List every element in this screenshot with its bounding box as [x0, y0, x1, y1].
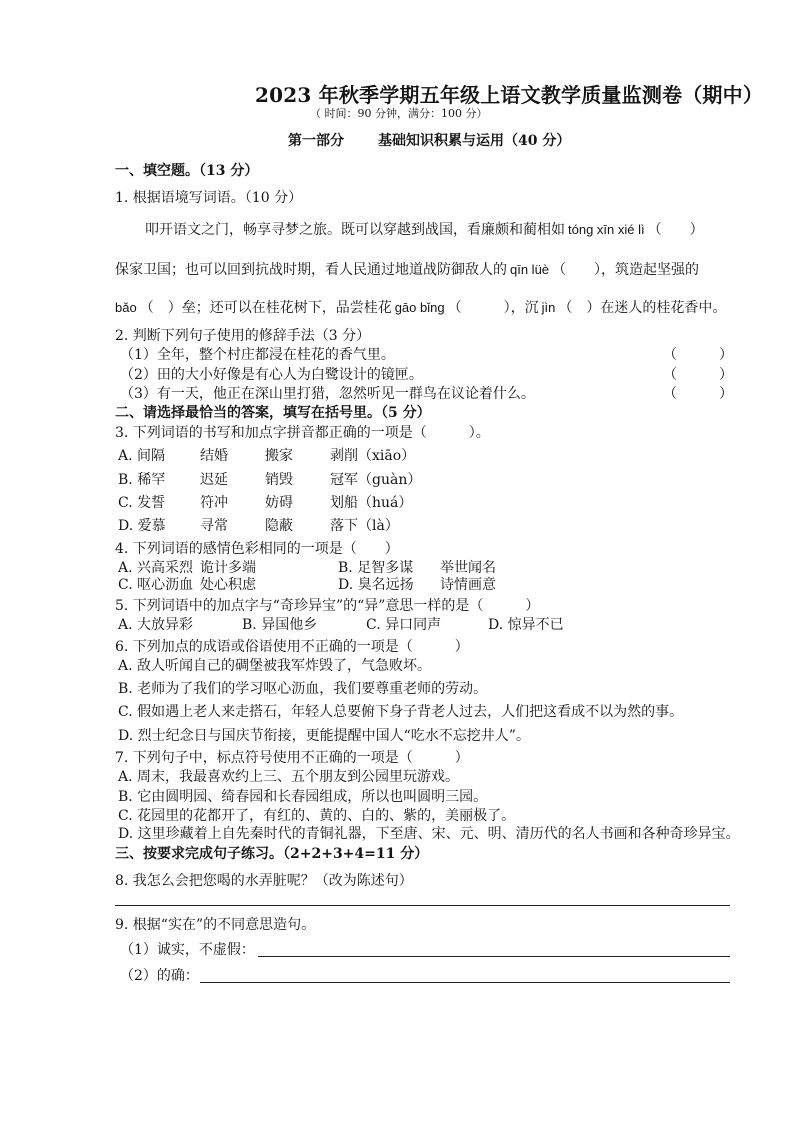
- q3-option-word: 落下（là）: [330, 518, 399, 534]
- q6-option: B. 老师为了我们的学习呕心沥血，我们要尊重老师的劳动。: [118, 681, 488, 697]
- pinyin-prompt: jìn: [541, 300, 556, 315]
- q5-stem: 5. 下列词语中的加点字与“奇珍异宝”的“异”意思一样的是（ ）: [115, 598, 540, 614]
- q4-option-word: A. 兴高采烈: [118, 560, 194, 576]
- exam-title: 2023 年秋季学期五年级上语文教学质量监测卷（期中）: [255, 83, 764, 107]
- q9-answer-line[interactable]: [258, 956, 730, 957]
- q3-option-word: 搬家: [265, 448, 293, 464]
- q9-answer-line[interactable]: [200, 982, 730, 983]
- q5-option: C. 异口同声: [366, 617, 442, 633]
- q3-option-word: 寻常: [200, 518, 228, 534]
- q2-item: （2）田的大小好像是有心人为白鹭设计的镜匣。: [120, 367, 423, 383]
- q2-stem: 2. 判断下列句子使用的修辞手法（3 分）: [115, 328, 371, 344]
- part-title: 基础知识积累与运用（40 分）: [378, 133, 571, 149]
- q8-stem: 8. 我怎么会把您喝的水弄脏呢？（改为陈述句）: [115, 873, 413, 889]
- q4-stem: 4. 下列词语的感情色彩相同的一项是（ ）: [115, 541, 399, 557]
- q7-stem: 7. 下列句子中，标点符号使用不正确的一项是（ ）: [115, 750, 469, 766]
- answer-blank[interactable]: （ ）: [663, 386, 733, 402]
- section1-heading: 一、填空题。（13 分）: [115, 163, 259, 179]
- q3-option-word: 迟延: [200, 472, 228, 488]
- q3-option-word: B. 稀罕: [118, 472, 166, 488]
- q1-paragraph-line: [115, 261, 699, 279]
- paragraph-text: ，沉: [510, 300, 539, 316]
- q4-option-word: 诗情画意: [440, 577, 496, 593]
- section3-heading: 三、按要求完成句子练习。（2+2+3+4=11 分）: [115, 846, 429, 862]
- paragraph-text: 保家卫国；也可以回到抗战时期，看人民通过地道战防御敌人的: [115, 262, 507, 278]
- q7-option: A. 周末，我最喜欢约上三、五个朋友到公园里玩游戏。: [118, 769, 460, 785]
- q7-option: B. 它由圆明园、绮春园和长春园组成，所以也叫圆明三园。: [118, 789, 488, 805]
- paragraph-text: 叩开语文之门，畅享寻梦之旅。既可以穿越到战国，看廉颇和蔺相如: [145, 222, 565, 238]
- q4-option-word: D. 臭名远扬: [338, 577, 414, 593]
- answer-blank[interactable]: （ ）: [663, 347, 733, 363]
- q5-option: D. 惊异不已: [488, 617, 564, 633]
- answer-blank[interactable]: （ ）: [552, 262, 602, 278]
- q6-option: A. 敌人听闻自己的碉堡被我军炸毁了，气急败坏。: [118, 658, 432, 674]
- q6-stem: 6. 下列加点的成语或俗语使用不正确的一项是（ ）: [115, 639, 469, 655]
- q3-option-word: 冠军（guàn）: [330, 472, 422, 488]
- q6-option: D. 烈士纪念日与国庆节衔接，更能提醒中国人“吃水不忘挖井人”。: [118, 728, 530, 744]
- q3-option-word: 妨碍: [265, 495, 293, 511]
- paragraph-text: ，筑造起坚强的: [601, 262, 700, 278]
- q7-option: D. 这里珍藏着上自先秦时代的青铜礼器，下至唐、宋、元、明、清历代的名人书画和各种奇珍异宝。: [118, 826, 740, 842]
- q3-stem: 3. 下列词语的书写和加点字拼音都正确的一项是（ ）。: [115, 425, 490, 441]
- q3-option-word: 结婚: [200, 448, 228, 464]
- paragraph-text: 在迷人的桂花香中。: [600, 300, 727, 316]
- q1-paragraph-line: [145, 221, 704, 239]
- q4-option-word: 处心积虑: [200, 577, 256, 593]
- pinyin-prompt: gāo bǐng: [394, 300, 445, 315]
- q4-option-word: 诡计多端: [200, 560, 256, 576]
- q3-option-word: 隐蔽: [265, 518, 293, 534]
- answer-blank[interactable]: （ ）: [558, 300, 601, 316]
- answer-blank[interactable]: （ ）: [647, 222, 704, 238]
- pinyin-prompt: tóng xīn xié lì: [568, 222, 645, 237]
- q3-option-word: A. 间隔: [118, 448, 166, 464]
- q4-option-word: B. 足智多谋: [338, 560, 414, 576]
- pinyin-prompt: bǎo: [115, 300, 137, 315]
- q7-option: C. 花园里的花都开了，有红的、黄的、白的、紫的，美丽极了。: [118, 808, 516, 824]
- part-label: 第一部分: [288, 133, 344, 149]
- q3-option-word: 划船（huá）: [330, 495, 413, 511]
- exam-subtitle: （ 时间：90 分钟，满分：100 分）: [310, 107, 488, 120]
- q2-item: （1）全年，整个村庄都浸在桂花的香气里。: [120, 347, 395, 363]
- q5-option: A. 大放异彩: [118, 617, 194, 633]
- q8-answer-line[interactable]: [115, 905, 730, 906]
- q5-option: B. 异国他乡: [242, 617, 318, 633]
- q1-stem: 1. 根据语境写词语。（10 分）: [115, 190, 303, 206]
- q4-option-word: 举世闻名: [440, 560, 496, 576]
- section2-heading: 二、请选择最恰当的答案，填写在括号里。（5 分）: [115, 405, 431, 421]
- q9-item: （1）诚实，不虚假：: [120, 942, 255, 958]
- q4-option-word: C. 呕心沥血: [118, 577, 194, 593]
- q6-option: C. 假如遇上老人来走搭石，年轻人总要俯下身子背老人过去，人们把这看成不以为然的事。: [118, 704, 684, 720]
- q3-option-word: 销毁: [265, 472, 293, 488]
- q9-item: （2）的确：: [120, 968, 199, 984]
- q3-option-word: 符冲: [200, 495, 228, 511]
- q9-stem: 9. 根据“实在”的不同意思造句。: [115, 917, 316, 933]
- pinyin-prompt: qīn lüè: [510, 262, 550, 277]
- q1-paragraph-line: [115, 299, 726, 317]
- answer-blank[interactable]: （ ）: [663, 367, 733, 383]
- answer-blank[interactable]: （ ）: [139, 300, 182, 316]
- paragraph-text: 垒；还可以在桂花树下，品尝桂花: [181, 300, 392, 316]
- q2-item: （3）有一天，他正在深山里打猎，忽然听见一群鸟在议论着什么。: [120, 386, 535, 402]
- q3-option-word: C. 发誓: [118, 495, 166, 511]
- q3-option-word: D. 爱慕: [118, 518, 166, 534]
- q3-option-word: 剥削（xiāo）: [330, 448, 416, 464]
- answer-blank[interactable]: （ ）: [447, 300, 511, 316]
